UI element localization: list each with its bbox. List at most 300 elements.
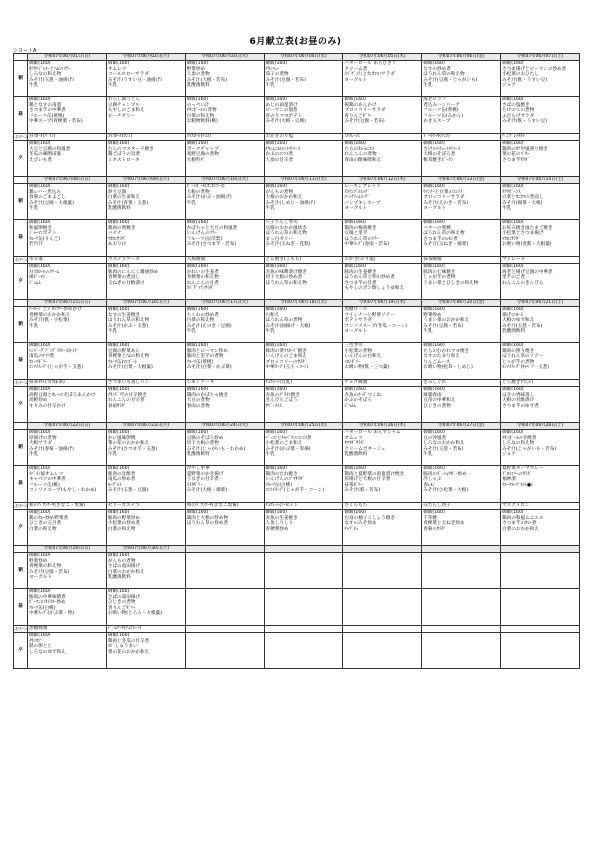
menu-item: 御飯(160) — [29, 343, 51, 348]
menu-item: 豚肉の黄ﾏｽﾀｰﾄﾞ焼き — [265, 348, 307, 354]
menu-item: さつま芋の中華煮 — [29, 108, 66, 114]
date-cell: 令和07年06月23日(月) — [106, 423, 185, 430]
dinner-cell — [106, 387, 185, 423]
breakfast-cell — [343, 61, 422, 97]
breakfast-row — [14, 61, 580, 97]
menu-item: 冷しゃぶ — [423, 477, 442, 483]
menu-item: きんぴらごぼう — [265, 398, 298, 404]
menu-item: 豆腐のそぼろ炒め — [186, 435, 224, 441]
menu-item: 小松菜の炒め煮 — [107, 521, 141, 527]
menu-item: ミネストローネ — [107, 157, 140, 163]
menu-item: まっ白ゼリー — [265, 236, 294, 242]
menu-item: 牛乳 — [107, 452, 118, 458]
menu-item: みそ汁(豆腐・大根葉) — [29, 200, 74, 206]
menu-item: ブロッコリーサラダ — [423, 195, 465, 201]
menu-item: いんげんのｿﾃｰ — [186, 231, 217, 237]
menu-item: 御飯(160) — [502, 61, 524, 66]
snack-cell: みたらし団子 — [422, 503, 501, 510]
menu-item: 人参の甘辛煮 — [265, 157, 294, 163]
breakfast-cell — [343, 430, 422, 466]
date-cell: 令和07年06月05日(木) — [343, 54, 422, 61]
menu-item: ﾌﾙｰﾂ缶(白桃) — [265, 482, 293, 488]
menu-item: 御飯(160) — [107, 510, 130, 515]
menu-item: 御飯(160) — [423, 184, 445, 189]
lunch-cell — [264, 343, 343, 380]
menu-item: うまい菜のおかか和え — [423, 318, 470, 324]
menu-item: れんこんの甘辛煮 — [107, 398, 145, 404]
lunch-cell — [185, 589, 264, 626]
menu-item: 椎茸焼きﾋﾞｰﾌﾝ — [423, 157, 454, 163]
lunch-cell — [343, 466, 422, 503]
menu-item: 御飯(160) — [265, 387, 288, 392]
menu-item: ポテトサラダ — [344, 318, 372, 324]
menu-item: 乳酸菌飲料 — [186, 452, 210, 458]
breakfast-cell — [185, 307, 264, 343]
dinner-cell — [28, 141, 107, 177]
date-cell: 令和07年06月13日(金) — [422, 177, 501, 184]
menu-item: 白菜の和え物 — [186, 318, 215, 324]
menu-item: 鶏肉と大根の炒め物 — [186, 515, 229, 521]
menu-item: 鶏レバー煮込み — [29, 189, 61, 195]
menu-item: ﾁｬﾌﾟﾁｪ — [344, 526, 359, 532]
lunch-cell — [106, 343, 185, 380]
dinner-cell — [28, 633, 107, 669]
menu-item: さつま芋の甘煮 — [344, 280, 377, 286]
dinner-cell — [501, 633, 580, 669]
breakfast-cell — [185, 61, 264, 97]
menu-item: 御飯(160) — [344, 220, 366, 225]
date-row-label — [14, 300, 28, 307]
menu-item: ほうれん草の和え物 — [423, 231, 465, 237]
menu-item: 御飯(160) — [29, 553, 51, 558]
menu-item: 鶏肉の照り焼き — [502, 348, 535, 354]
menu-item: みそ汁(えのき・豆腐) — [186, 323, 232, 329]
menu-item: 御飯(160) — [265, 141, 288, 146]
menu-item: みそ汁(麩・うすい豆) — [502, 77, 547, 83]
menu-item: ｽｸﾗﾝﾌﾞﾙｴｯｸﾞ — [344, 189, 370, 195]
menu-item: 御飯(160) — [265, 510, 288, 515]
date-row — [14, 546, 580, 553]
menu-item: 赤魚の生姜焼き — [265, 515, 298, 521]
date-cell: 令和07年06月22日(日) — [28, 423, 107, 430]
snack-cell: どら焼き(こもも) — [264, 257, 343, 264]
lunch-cell — [106, 466, 185, 503]
menu-item: 豚肉の野菜炒め — [107, 515, 141, 521]
menu-item: 乳酸菌飲料 — [107, 206, 131, 212]
menu-item: ふだらけサラダ — [502, 113, 535, 119]
dinner-cell — [185, 387, 264, 423]
menu-item: みそ汁(かぶ菜・厚揚) — [265, 446, 311, 452]
date-cell: 令和07年06月20日(金) — [422, 300, 501, 307]
menu-item: 鶏肉の和風ムニエル — [502, 515, 544, 521]
breakfast-cell — [422, 61, 501, 97]
menu-item: 御飯(160) — [29, 430, 51, 435]
snack-cell: 抹茶ﾀﾙﾄ(ﾐﾙｸ抹茶) — [28, 380, 107, 387]
dinner-label: 夕 — [14, 141, 28, 177]
snack-cell: 抹茶饅頭 — [422, 257, 501, 264]
menu-item: 牛乳 — [423, 329, 433, 335]
date-cell: 令和07年06月07日(土) — [501, 54, 580, 61]
menu-item: 御飯(160) — [265, 97, 288, 102]
menu-item: ｽﾊﾟｹﾞｯﾃｨとｶﾆｶﾏのサラダ — [344, 72, 395, 78]
dinner-cell — [264, 510, 343, 546]
menu-item: さつま芋のゆず煮 — [502, 403, 539, 409]
menu-item: 乳酸菌飲料 — [502, 329, 526, 335]
menu-item: ブロッコリーサラダ — [344, 108, 386, 114]
menu-item: 白菜のおかか和え — [502, 526, 539, 532]
menu-item: ﾁｷﾝﾎﾞｰﾙの煮物 — [186, 108, 217, 114]
menu-item: 御飯(160) — [29, 466, 51, 471]
menu-item: ジョア — [502, 452, 516, 458]
menu-item: 青梗菜とﾊﾑの和え物 — [107, 354, 150, 360]
menu-item: 御飯(160) — [265, 343, 288, 348]
menu-item: 冷やし中華 — [186, 466, 210, 471]
menu-item: 鶏となすの南蛮 — [29, 102, 62, 108]
menu-item: 鶏肉と冬瓜の甘辛煮 — [107, 638, 150, 644]
menu-item: 大根ｻﾗﾀﾞ — [186, 157, 206, 163]
menu-item: 御飯(160) — [265, 430, 288, 435]
menu-item: 春雨ｻﾗﾀﾞ — [107, 403, 127, 409]
menu-item: 御飯(160) — [29, 264, 51, 269]
menu-item: みそ汁(白菜・大根葉) — [107, 365, 153, 371]
breakfast-cell — [501, 430, 580, 466]
snack-label: おやつ — [15, 503, 27, 508]
lunch-cell — [422, 220, 501, 257]
menu-item: 赤魚のﾁｰｽﾞつくね — [344, 392, 382, 398]
snack-cell: さつまいも蒸しパン — [106, 380, 185, 387]
snack-cell: ゼリーカステラ — [106, 503, 185, 510]
dinner-cell — [185, 510, 264, 546]
menu-item: 牛乳 — [29, 83, 39, 89]
lunch-label: 昼 — [14, 343, 28, 380]
menu-item: 豚肉のにんにく醤油炒め — [107, 269, 159, 275]
menu-item: お吸い物(松茸・しめじ) — [423, 365, 473, 371]
dinner-cell — [264, 141, 343, 177]
breakfast-cell — [264, 184, 343, 220]
menu-item: 御飯(160) — [423, 307, 445, 312]
menu-item: ほうれん草の煮物 — [265, 318, 303, 324]
menu-item: ｴﾋﾞしゅうまい — [107, 644, 138, 650]
menu-item: ﾏｶﾛﾆｻﾗﾀﾞ — [107, 236, 127, 242]
menu-item: 豚肉の甘酢煮 — [107, 471, 136, 477]
menu-item: ｼﾞｬﾑﾑ — [344, 403, 356, 409]
menu-item: 御飯(160) — [186, 141, 209, 146]
menu-item: うまい菜とひじきの和え物 — [423, 280, 479, 286]
snack-cell — [343, 626, 422, 633]
menu-item: ﾌﾙｰﾂ缶(白桃) — [29, 605, 56, 611]
menu-item: ほうれん草の和え物 — [265, 231, 307, 237]
menu-item: 茄子の煮物 — [265, 72, 289, 78]
snack-cell: ﾄﾞｰﾑｹｰｷ(ﾁｮｺﾚｰﾄ) — [106, 626, 185, 633]
menu-item: 若竹汁 — [29, 242, 43, 248]
menu-item: 人参しりしり — [265, 521, 294, 527]
menu-item: ポークチャップ — [186, 146, 219, 152]
menu-item: 揚鶏のあんかけ — [344, 102, 377, 108]
menu-item: みそ汁(豆腐・若布) — [265, 77, 306, 83]
menu-item: 御飯(160) — [502, 510, 524, 515]
menu-item: みそ汁(麩・うすい豆) — [502, 119, 547, 125]
menu-item: 御飯(160) — [186, 430, 209, 435]
menu-item: 穴子ちらし寿司 — [265, 220, 298, 225]
menu-item: ジョア — [502, 83, 516, 89]
menu-item: 青梗菜と玉ねぎ炒め — [423, 521, 465, 527]
menu-item: 御飯(160) — [344, 387, 366, 392]
snack-cell: 水羊羹 — [28, 257, 107, 264]
lunch-cell — [28, 589, 107, 626]
dinner-row — [14, 141, 580, 177]
date-cell: 令和07年06月11日(水) — [264, 177, 343, 184]
menu-item: 御飯(160) — [265, 184, 288, 189]
date-row — [14, 54, 580, 61]
menu-item: たらのマスタード焼き — [107, 146, 154, 152]
breakfast-cell — [264, 430, 343, 466]
menu-item: 切干大根の煮物 — [186, 441, 219, 447]
menu-item: みそ汁(青菜・玉葱) — [107, 200, 149, 206]
menu-item: 豚肉とピーマン炒め — [186, 348, 228, 354]
menu-item: みそ汁(じゃがいも・若布) — [502, 446, 557, 452]
dinner-row — [14, 264, 580, 300]
menu-item: 揚ﾋﾟｰﾏﾝ — [29, 275, 46, 281]
menu-item: 黒糖ロール — [344, 307, 368, 312]
lunch-cell — [185, 220, 264, 257]
menu-item: 御飯(160) — [344, 97, 366, 102]
menu-item: ひじきの五目煮 — [29, 521, 62, 527]
lunch-cell — [422, 466, 501, 503]
dinner-cell — [106, 510, 185, 546]
menu-item: ﾁｸﾜﾋﾞｰﾝｽ — [502, 189, 521, 195]
snack-cell: チョコ饅頭 — [343, 380, 422, 387]
menu-item: 牛乳 — [29, 452, 39, 458]
breakfast-cell — [343, 307, 422, 343]
dinner-cell — [422, 141, 501, 177]
breakfast-cell — [422, 184, 501, 220]
dinner-row — [14, 387, 580, 423]
lunch-cell — [28, 97, 107, 134]
menu-item: 御飯(160) — [29, 184, 51, 189]
menu-item: れんこんの甘煮 — [186, 280, 219, 286]
breakfast-cell — [501, 553, 580, 589]
menu-item: もやしのポン酢しょうゆ和え — [344, 286, 405, 292]
snack-cell: 黒糖饅頭 — [28, 626, 107, 633]
menu-item: みそ汁(豆腐・若布) — [423, 323, 464, 329]
menu-item: バナナ — [107, 231, 122, 237]
date-cell: 令和07年06月19日(木) — [343, 300, 422, 307]
date-cell: 令和07年06月10日(火) — [185, 177, 264, 184]
menu-item: ほうれん草と卵の炒め煮 — [344, 275, 395, 281]
menu-item: ウインナーと野菜ソテー — [344, 312, 395, 318]
menu-item: 御飯(160) — [107, 387, 130, 392]
menu-item: バターの照焼 — [423, 225, 451, 231]
menu-item: さつま芋のｶﾚｰ煮 — [502, 521, 537, 527]
menu-item: 御飯(160) — [107, 184, 130, 189]
menu-item: 豚肉と里芋の煮物 — [186, 354, 224, 360]
menu-item: 御飯(160) — [107, 220, 130, 225]
dinner-row — [14, 510, 580, 546]
date-cell: 令和07年06月27日(金) — [422, 423, 501, 430]
date-cell: 令和07年06月28日(土) — [501, 423, 580, 430]
date-cell — [501, 546, 580, 553]
snack-cell — [264, 626, 343, 633]
date-cell: 令和07年06月06日(金) — [422, 54, 501, 61]
menu-item: 牛乳 — [29, 323, 39, 329]
menu-item: ﾌﾙｰﾂｾﾞﾘｰ — [29, 359, 48, 365]
menu-item: ﾁｷﾝﾑﾆｴﾙのﾄﾏﾄｿｰｽ — [265, 146, 300, 152]
menu-item: フルーツ缶(黄桃) — [29, 113, 65, 119]
menu-item: かに風味卵焼 — [107, 435, 136, 441]
lunch-cell — [264, 466, 343, 503]
breakfast-cell — [264, 553, 343, 589]
breakfast-cell — [28, 430, 107, 466]
lunch-row — [14, 343, 580, 380]
menu-item: ｼﾞｬｰﾏﾝポテト — [29, 231, 57, 237]
lunch-label: 昼 — [14, 97, 28, 134]
lunch-cell — [343, 97, 422, 134]
menu-item: フルーツ缶(黄桃) — [423, 108, 459, 114]
date-cell — [185, 546, 264, 553]
menu-item: みそ汁(玉葱・油揚げ) — [29, 77, 74, 83]
menu-item: 赤魚の味噌漬け焼き — [265, 269, 307, 275]
date-cell: 令和07年06月29日(日) — [28, 546, 107, 553]
menu-item: みそ汁(さつま芋・若布) — [186, 242, 237, 248]
menu-item: 南瓜の炒め煮 — [107, 477, 136, 483]
menu-item: さつま芋ｻﾗﾀﾞ — [502, 157, 530, 163]
dinner-cell — [28, 510, 107, 546]
menu-item: 中華ｽｰﾌﾟ(春雨・若布) — [344, 242, 390, 248]
breakfast-label: 朝 — [14, 553, 28, 589]
menu-item: ほきの香味蒸し — [502, 392, 535, 398]
snack-cell: ｽｲｽﾛｰﾙ(ｶﾝﾐ) — [106, 134, 185, 141]
page-title: 6月献立表(お昼のみ) — [249, 37, 342, 47]
menu-item: ｺﾝｿﾒｽｰﾌﾟ(ｷｬﾍﾞﾂ・玉葱) — [502, 365, 550, 371]
menu-item: 小松菜の煮物 — [344, 348, 372, 354]
menu-item: ほうれん草のｿﾃｰ — [344, 236, 379, 242]
menu-item: ヨーグルト — [423, 206, 447, 212]
breakfast-label: 朝 — [14, 61, 28, 97]
menu-item: ｿｰｾｰｼﾞとﾌﾞﾛｯｸﾘｰ炒めかけ — [29, 307, 82, 312]
menu-item: お好み焼き風たまご焼き — [502, 225, 553, 231]
menu-item: 豚肉の中華味噌煮 — [29, 594, 66, 600]
menu-item: みそ汁(豆腐・若布) — [344, 119, 385, 125]
menu-item: 里芋のご煮 — [502, 275, 526, 281]
menu-item: みそ汁(麩・若布) — [344, 488, 381, 494]
lunch-cell — [28, 343, 107, 380]
snack-cell: ｽｲｽﾛｰﾙ(ﾁｮｺ) — [185, 134, 264, 141]
dinner-cell — [343, 510, 422, 546]
menu-item: 海老ピラフ — [423, 97, 447, 102]
snack-cell — [185, 626, 264, 633]
menu-item: 海老と揚げ豆腐の中華煮 — [502, 269, 553, 275]
snack-row — [14, 134, 580, 141]
menu-item: 菜の花のﾊﾞﾀｰ — [502, 152, 530, 158]
menu-item: 春菊のｻﾗﾀﾞ — [423, 526, 447, 532]
menu-item: ﾍﾞｰｺﾝとｷｬﾍﾞﾂのｺﾝｿﾒ煮 — [265, 435, 312, 441]
menu-item: 小松菜とさつま揚げ — [502, 231, 544, 237]
menu-item: 御飯(160) — [29, 220, 51, 225]
menu-item: 炒り豆腐 — [107, 189, 127, 195]
menu-item: ﾌﾙｰﾂﾖｰｸﾞﾙﾄ(●) — [502, 482, 533, 488]
menu-item: ﾁｷﾝﾎﾞｰﾙの甘酢煮 — [502, 435, 537, 441]
menu-item: 三色寿司 — [344, 343, 363, 348]
date-cell: 令和07年06月01日(日) — [28, 54, 107, 61]
date-row — [14, 300, 580, 307]
dinner-cell — [343, 264, 422, 300]
menu-item: 御飯(160) — [29, 633, 51, 638]
menu-item: 小松菜のごま和え — [265, 441, 303, 447]
date-cell — [422, 546, 501, 553]
lunch-cell — [343, 220, 422, 257]
menu-item: 御飯(160) — [186, 61, 209, 66]
menu-item: 鶏肉の照焼き — [107, 225, 136, 231]
menu-item: みそ汁(玉葱・若布) — [423, 446, 464, 452]
breakfast-cell — [185, 184, 264, 220]
date-cell: 令和07年06月08日(日) — [28, 177, 107, 184]
menu-item: 青のりマヨポテト — [265, 113, 303, 119]
date-row-label — [14, 546, 28, 553]
menu-item: 厚揚げと大根の甘辛煮 — [344, 477, 391, 483]
dinner-cell — [422, 264, 501, 300]
snack-cell: ｽｲｽﾛｰﾙ(ﾊﾟｲﾝ) — [28, 134, 107, 141]
menu-item: みそ汁(大根・豆腐) — [265, 119, 306, 125]
menu-item: 御飯(160) — [107, 430, 130, 435]
menu-item: ひじきの煮物 — [423, 403, 451, 409]
dinner-cell — [264, 264, 343, 300]
menu-item: なすの生姜焼き — [107, 312, 141, 318]
menu-item: 大根の甘酢漬け — [502, 398, 535, 404]
menu-item: かぶのｺﾝｿﾒ煮 — [265, 152, 294, 158]
menu-item: 御飯(160) — [502, 307, 524, 312]
menu-item: すりみの甘辛かけ — [29, 403, 66, 409]
menu-item: ﾏｶﾛﾆｻﾗﾀﾞ — [502, 236, 521, 242]
snack-row — [14, 380, 580, 387]
date-row-label — [14, 177, 28, 184]
menu-item: 御飯(160) — [107, 264, 130, 269]
menu-item: 御飯(160) — [29, 589, 51, 594]
menu-item: たけのこの煮物 — [502, 108, 535, 114]
snack-cell: おかき(のり塩) — [343, 257, 422, 264]
dinner-cell — [501, 141, 580, 177]
menu-item: 鶏肉のｶﾘｶﾘ風照り焼き — [502, 146, 549, 152]
menu-item: 南瓜のﾅｯﾂ煮 — [29, 354, 55, 360]
menu-item: 福神漬 — [502, 477, 516, 483]
date-cell: 令和07年06月21日(土) — [501, 300, 580, 307]
snack-cell: どら焼き(つぶ) — [501, 380, 580, 387]
menu-item: 御飯(160) — [423, 61, 445, 66]
snack-cell: ﾁｮｺﾚｰﾄ(ｱｰﾓﾝﾄﾞ) — [264, 503, 343, 510]
menu-item: ブロッコリーのｻﾗﾀﾞ — [265, 359, 307, 365]
menu-item: みそ汁(大根・若布) — [186, 77, 228, 83]
menu-item: ヨーグルト — [344, 329, 368, 335]
dinner-cell — [106, 264, 185, 300]
menu-item: ﾁｷﾝｶﾂ — [29, 638, 41, 644]
menu-item: クリーム煮 — [344, 66, 368, 72]
menu-item: 牛乳 — [265, 329, 275, 335]
menu-item: 御飯(160) — [107, 141, 130, 146]
menu-item: 青梗菜の和え物 — [29, 564, 62, 570]
lunch-row — [14, 220, 580, 257]
menu-item: ほうれん草の和え物 — [107, 318, 150, 324]
breakfast-cell — [185, 553, 264, 589]
menu-item: 豆苗の中華和え — [423, 398, 456, 404]
menu-item: かぶのそぼろ — [344, 398, 372, 404]
menu-item: しろなの和え物 — [29, 72, 62, 78]
snack-cell — [422, 626, 501, 633]
snack-cell: ﾐﾙｸﾚｰﾒﾝ — [343, 134, 422, 141]
lunch-label: 昼 — [14, 466, 28, 503]
menu-item: しろなのおかか和え — [423, 441, 465, 447]
menu-item: 豚肉の生姜焼き — [344, 269, 377, 275]
menu-item: 御飯(160) — [344, 510, 366, 515]
lunch-row — [14, 97, 580, 134]
